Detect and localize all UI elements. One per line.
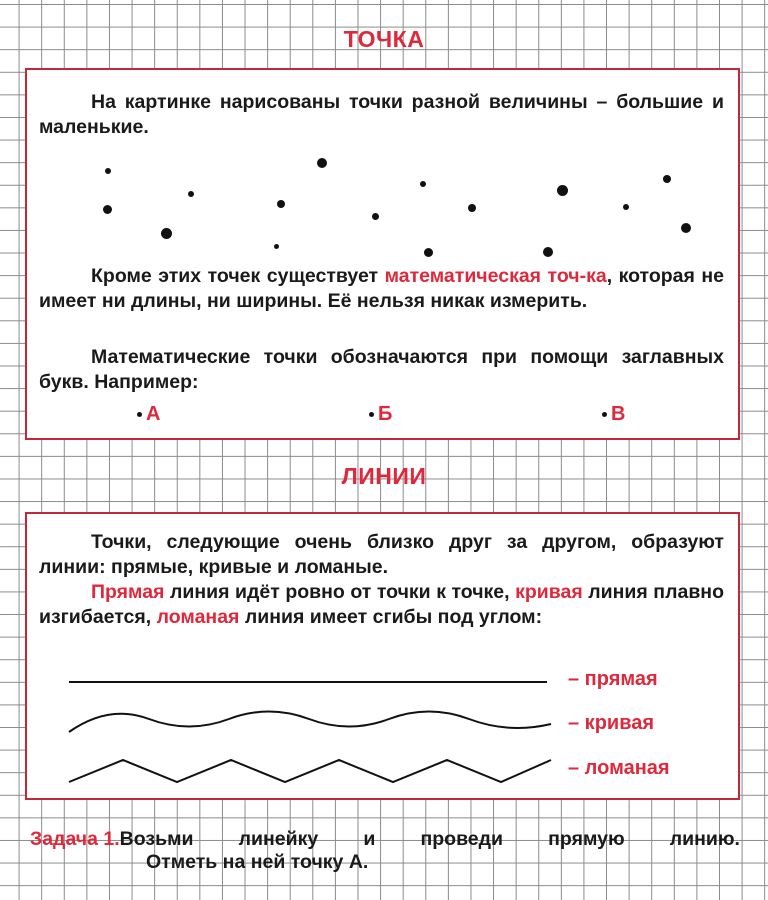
section-title-point: ТОЧКА xyxy=(343,26,425,52)
lines-intro-paragraph: Точки, следующие очень близко друг за другом, образуют линии: прямые, кривые и ломаные. xyxy=(39,531,724,578)
curved-line xyxy=(69,712,551,733)
label-straight: – прямая xyxy=(568,668,658,690)
point-a-dot xyxy=(137,412,142,417)
line-types-paragraph xyxy=(39,580,724,629)
label-broken: – ломаная xyxy=(568,757,670,779)
dot xyxy=(188,191,194,197)
point-b-example xyxy=(369,403,392,426)
task-word: линейку xyxy=(238,828,319,850)
task-label: Задача 1. xyxy=(30,828,120,850)
point-v-example xyxy=(602,403,625,426)
point-b-label: Б xyxy=(378,403,393,425)
point-v-label: В xyxy=(611,403,626,425)
line-types-text-b: линия плавно изгибается, xyxy=(39,581,724,628)
point-v-dot xyxy=(602,412,607,417)
dot xyxy=(681,223,691,233)
task-label-and-first-word xyxy=(30,828,194,851)
task-word: Возьми xyxy=(119,828,194,850)
dot xyxy=(161,228,172,239)
dot xyxy=(623,204,629,210)
broken-line xyxy=(69,760,551,782)
dot xyxy=(557,185,568,196)
dot xyxy=(274,244,279,249)
math-point-term: математическая точ-ка xyxy=(384,265,607,287)
point-a-example xyxy=(137,403,160,426)
task-word: проведи xyxy=(420,828,504,850)
task-word: прямую xyxy=(548,828,625,850)
dot xyxy=(277,200,285,208)
point-section-box xyxy=(25,68,740,440)
term-straight: Прямая xyxy=(91,581,165,603)
task-1 xyxy=(30,828,740,874)
dot xyxy=(663,175,671,183)
line-types-text-c: линия имеет сгибы под углом: xyxy=(239,605,543,628)
dot xyxy=(468,204,476,212)
task-line-1 xyxy=(30,828,740,851)
label-curve: – кривая xyxy=(568,712,655,734)
point-a-label: А xyxy=(146,403,161,425)
dot xyxy=(372,213,379,220)
lines-section-box xyxy=(25,512,740,800)
dot xyxy=(103,205,112,214)
dot xyxy=(420,181,426,187)
math-point-paragraph xyxy=(39,264,724,313)
task-line-2: Отметь на ней точку А. xyxy=(146,851,369,873)
section-title-lines: ЛИНИИ xyxy=(341,463,427,489)
point-b-dot xyxy=(369,412,374,417)
term-curve: кривая xyxy=(515,581,583,603)
math-point-text-b: , которая не имеет ни длины, ни ширины. Её нельзя никак измерить. xyxy=(39,265,724,312)
math-point-text-a: Кроме этих точек существует xyxy=(91,265,385,287)
point-intro-paragraph: На картинке нарисованы точки разной величины – большие и маленькие. xyxy=(39,91,724,138)
dot xyxy=(105,168,111,174)
line-types-text-a: линия идёт ровно от точки к точке, xyxy=(164,581,516,603)
dot xyxy=(424,248,433,257)
dot xyxy=(543,247,553,257)
task-word: и xyxy=(363,828,376,850)
point-notation-paragraph: Математические точки обозначаются при помощи заглавных букв. Например: xyxy=(39,346,724,393)
dot xyxy=(317,158,327,168)
task-word: линию. xyxy=(669,828,740,850)
term-broken: ломаная xyxy=(156,605,240,628)
